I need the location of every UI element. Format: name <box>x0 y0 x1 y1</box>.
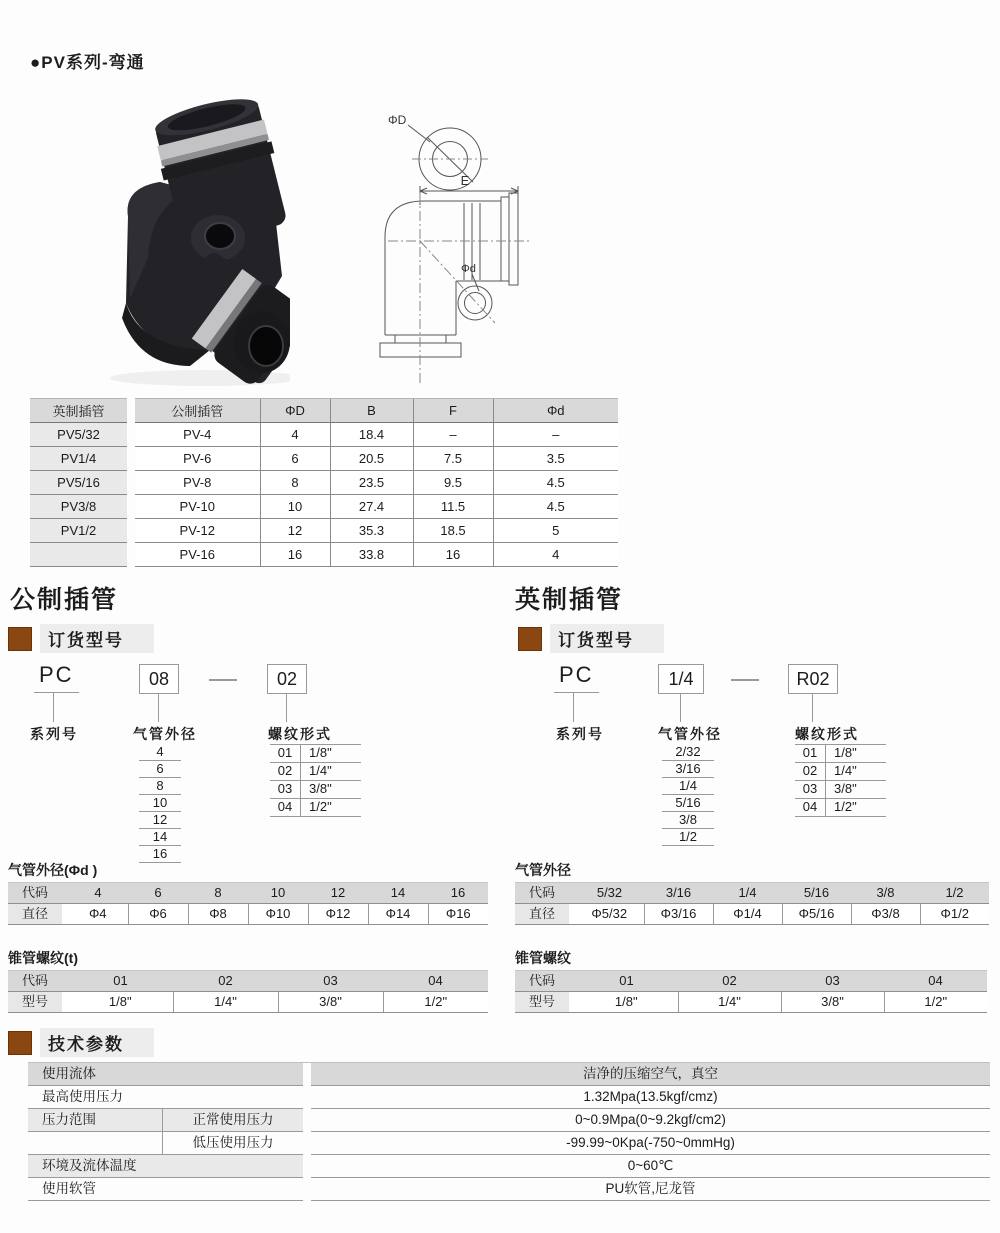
cell: 02 <box>795 763 826 780</box>
cell: 低压使用压力 <box>162 1132 303 1154</box>
cell: 1/2" <box>309 799 332 814</box>
table-row <box>28 1132 990 1155</box>
table-row <box>28 1109 990 1132</box>
cell: 使用软管 <box>42 1181 96 1196</box>
list-item: 1/2 <box>662 829 714 846</box>
cell-gap <box>303 1155 311 1178</box>
cell: 1/8" <box>575 992 678 1013</box>
table-row <box>270 745 361 763</box>
cell: -99.99~0Kpa(-750~0mmHg) <box>566 1135 735 1150</box>
imperial-od-options-list <box>662 744 714 846</box>
cell: 1/4 <box>713 883 782 904</box>
table-row <box>30 519 127 543</box>
tube-od-label: 气管外径 <box>658 726 722 742</box>
cell: 代码 <box>8 883 62 904</box>
cell: Φ4 <box>68 904 128 925</box>
cell: Φ8 <box>188 904 248 925</box>
cell: 5 <box>493 519 618 543</box>
spec-table-imperial-column <box>30 398 127 567</box>
cell: 04 <box>884 971 987 992</box>
tech-params-label: 技术参数 <box>40 1028 154 1057</box>
metric-thread-code-box: 02 <box>267 664 307 694</box>
cell: 8 <box>188 883 248 904</box>
cell: 0~0.9Mpa(0~9.2kgf/cm2) <box>575 1112 726 1127</box>
table-row <box>135 519 618 543</box>
cell: 33.8 <box>330 543 413 567</box>
imperial-od-table-title: 气管外径 <box>515 862 571 878</box>
cell: 1/4" <box>173 992 278 1013</box>
cell: 1/8" <box>68 992 173 1013</box>
list-item: 5/16 <box>662 795 714 812</box>
cell: PV1/2 <box>30 519 127 543</box>
table-row <box>8 992 488 1013</box>
imperial-section-heading: 英制插管 <box>515 586 624 614</box>
series-number-label: 系列号 <box>30 726 78 742</box>
table-row <box>28 1086 990 1109</box>
cell: Φ12 <box>308 904 368 925</box>
metric-od-options-list <box>139 744 181 863</box>
table-row <box>30 543 127 567</box>
cell-gap <box>303 1132 311 1155</box>
dim-label-phid: Φd <box>461 263 476 275</box>
page-title: ●PV系列-弯通 <box>30 53 145 72</box>
brown-square-icon <box>518 627 542 651</box>
cell: 3/8" <box>309 781 332 796</box>
list-item: 8 <box>139 778 181 795</box>
cell: 英制插管 <box>30 399 127 423</box>
table-row <box>515 883 989 904</box>
imperial-series-code: PC <box>554 662 599 693</box>
cell: 16 <box>428 883 488 904</box>
table-row <box>30 423 127 447</box>
cell: 02 <box>678 971 781 992</box>
tech-params-bar <box>8 1028 154 1057</box>
table-row <box>135 447 618 471</box>
table-row <box>8 883 488 904</box>
thread-form-label: 螺纹形式 <box>268 726 332 742</box>
table-row <box>135 543 618 567</box>
cell: 5/16 <box>782 883 851 904</box>
table-row <box>28 1155 990 1178</box>
list-item: 16 <box>139 846 181 863</box>
cell: 04 <box>795 799 826 816</box>
table-row <box>515 992 987 1013</box>
dim-label-E: E <box>460 173 470 188</box>
table-row <box>30 471 127 495</box>
product-photo <box>70 98 290 390</box>
table-row <box>30 495 127 519</box>
cell: 1/4" <box>309 763 332 778</box>
cell: Φ1/4 <box>713 904 782 925</box>
list-item: 3/8 <box>662 812 714 829</box>
cell: 型号 <box>515 992 569 1013</box>
cell: 7.5 <box>413 447 493 471</box>
cell: 直径 <box>515 904 569 925</box>
cell: PV1/4 <box>30 447 127 471</box>
metric-thread-code-table <box>8 970 488 1013</box>
table-row <box>270 799 361 817</box>
cell: PV5/16 <box>30 471 127 495</box>
list-item: 10 <box>139 795 181 812</box>
cell: 正常使用压力 <box>162 1109 303 1131</box>
table-row <box>28 1178 990 1201</box>
imperial-thread-code-box: R02 <box>788 664 838 694</box>
table-row <box>8 904 488 925</box>
cell: 环境及流体温度 <box>28 1155 303 1177</box>
imperial-thread-table-title: 锥管螺纹 <box>515 950 571 966</box>
cell: 01 <box>575 971 678 992</box>
cell: 型号 <box>8 992 62 1013</box>
cell: 1/2" <box>383 992 488 1013</box>
cell: – <box>413 423 493 447</box>
cell: 直径 <box>8 904 62 925</box>
cell: 4.5 <box>493 495 618 519</box>
connector-line <box>158 693 159 722</box>
cell: 04 <box>383 971 488 992</box>
cell: Φ3/8 <box>851 904 920 925</box>
cell: 03 <box>270 781 301 798</box>
cell: 6 <box>260 447 330 471</box>
cell: Φ5/32 <box>575 904 644 925</box>
brown-square-icon <box>8 1031 32 1055</box>
brown-square-icon <box>8 627 32 651</box>
table-row <box>135 471 618 495</box>
series-number-label: 系列号 <box>556 726 604 742</box>
thread-form-label: 螺纹形式 <box>795 726 859 742</box>
metric-section-heading: 公制插管 <box>10 586 119 614</box>
cell: 9.5 <box>413 471 493 495</box>
cell: Φ10 <box>248 904 308 925</box>
cell: 0~60℃ <box>627 1158 674 1173</box>
table-row <box>135 423 618 447</box>
bottom-tube-opening <box>234 311 290 373</box>
cell: 1/4" <box>678 992 781 1013</box>
cell: 1/4" <box>834 763 857 778</box>
cell: 02 <box>270 763 301 780</box>
cell: 14 <box>368 883 428 904</box>
list-item: 4 <box>139 744 181 761</box>
cell: PV-8 <box>135 471 260 495</box>
cell: 04 <box>270 799 301 816</box>
cell: 3/8" <box>781 992 884 1013</box>
cell: 3/8 <box>851 883 920 904</box>
cell: 20.5 <box>330 447 413 471</box>
table-row <box>795 745 886 763</box>
dim-label-phiD: ΦD <box>388 113 407 127</box>
cell: 27.4 <box>330 495 413 519</box>
cell: 01 <box>68 971 173 992</box>
cell: 3/8" <box>834 781 857 796</box>
imperial-od-code-table <box>515 882 989 925</box>
metric-thread-table-title: 锥管螺纹(t) <box>8 950 78 966</box>
cell: 6 <box>128 883 188 904</box>
cell: 1/2 <box>920 883 989 904</box>
cell: 02 <box>173 971 278 992</box>
list-item: 1/4 <box>662 778 714 795</box>
imperial-size-code-box: 1/4 <box>658 664 704 694</box>
cell-gap <box>303 1086 311 1109</box>
table-row <box>135 495 618 519</box>
metric-size-code-box: 08 <box>139 664 179 694</box>
cell: 16 <box>260 543 330 567</box>
cell: Φd <box>493 399 618 423</box>
imperial-thread-code-table <box>515 970 987 1013</box>
table-row <box>270 763 361 781</box>
metric-thread-options-table <box>270 744 361 817</box>
cell: F <box>413 399 493 423</box>
cell: 1.32Mpa(13.5kgf/cmz) <box>583 1089 718 1104</box>
cell: 洁净的压缩空气，真空 <box>311 1063 990 1085</box>
cell: Φ3/16 <box>644 904 713 925</box>
cell: PV-12 <box>135 519 260 543</box>
table-row <box>795 781 886 799</box>
cell: 12 <box>308 883 368 904</box>
cell: 8 <box>260 471 330 495</box>
code-dash <box>209 679 237 681</box>
cell: PV-4 <box>135 423 260 447</box>
list-item: 3/16 <box>662 761 714 778</box>
cell: PU软管,尼龙管 <box>605 1181 696 1196</box>
connector-line <box>812 693 813 722</box>
cell <box>30 543 127 567</box>
cell: 4 <box>68 883 128 904</box>
table-row <box>30 447 127 471</box>
cell: ΦD <box>260 399 330 423</box>
cell: Φ6 <box>128 904 188 925</box>
cell: 压力范围 <box>28 1109 162 1131</box>
cell: 公制插管 <box>135 399 260 423</box>
table-row <box>515 971 987 992</box>
table-row <box>8 971 488 992</box>
connector-line <box>573 692 574 722</box>
cell: 4 <box>260 423 330 447</box>
cell: 11.5 <box>413 495 493 519</box>
cell: 3/16 <box>644 883 713 904</box>
drawing-lines <box>380 125 532 383</box>
tech-params-table <box>28 1062 990 1201</box>
cell: 4.5 <box>493 471 618 495</box>
cell: 4 <box>493 543 618 567</box>
cell: 1/8" <box>309 745 332 760</box>
cell: 03 <box>795 781 826 798</box>
order-code-label: 订货型号 <box>550 624 664 653</box>
list-item: 12 <box>139 812 181 829</box>
table-row <box>30 399 127 423</box>
metric-od-table-title: 气管外径(Φd ) <box>8 862 98 878</box>
cell: 3/8" <box>278 992 383 1013</box>
cell: PV5/32 <box>30 423 127 447</box>
imperial-thread-options-table <box>795 744 886 817</box>
connector-line <box>53 692 54 722</box>
list-item: 14 <box>139 829 181 846</box>
cell: B <box>330 399 413 423</box>
technical-drawing <box>368 95 640 393</box>
tube-od-label: 气管外径 <box>133 726 197 742</box>
cell: 最高使用压力 <box>42 1089 123 1104</box>
table-row <box>135 399 618 423</box>
cell: PV-6 <box>135 447 260 471</box>
cell: Φ1/2 <box>920 904 989 925</box>
metric-order-code-bar <box>8 624 154 653</box>
cell: 18.4 <box>330 423 413 447</box>
cell: Φ16 <box>428 904 488 925</box>
connector-line <box>680 693 681 722</box>
cell: 1/2" <box>884 992 987 1013</box>
cell: Φ14 <box>368 904 428 925</box>
cell-gap <box>303 1178 311 1201</box>
cell: 10 <box>248 883 308 904</box>
cell: 1/8" <box>834 745 857 760</box>
imperial-order-code-bar <box>518 624 664 653</box>
cell: 01 <box>270 745 301 762</box>
list-item: 2/32 <box>662 744 714 761</box>
cell-gap <box>303 1063 311 1086</box>
cell: – <box>493 423 618 447</box>
spec-table-main <box>135 398 618 567</box>
list-item: 6 <box>139 761 181 778</box>
code-dash <box>731 679 759 681</box>
cell: 12 <box>260 519 330 543</box>
cell: 10 <box>260 495 330 519</box>
cell: 代码 <box>515 971 569 992</box>
cell: 35.3 <box>330 519 413 543</box>
cell: 18.5 <box>413 519 493 543</box>
table-row <box>270 781 361 799</box>
cell: PV-10 <box>135 495 260 519</box>
order-code-label: 订货型号 <box>40 624 154 653</box>
cell-gap <box>303 1109 311 1132</box>
cell: 5/32 <box>575 883 644 904</box>
table-row <box>795 799 886 817</box>
cell: 23.5 <box>330 471 413 495</box>
table-row <box>515 904 989 925</box>
cell <box>28 1132 162 1154</box>
cell: 03 <box>278 971 383 992</box>
cell: 16 <box>413 543 493 567</box>
table-row <box>795 763 886 781</box>
cell: 3.5 <box>493 447 618 471</box>
table-row <box>28 1063 990 1086</box>
metric-od-code-table <box>8 882 488 925</box>
cell: 代码 <box>8 971 62 992</box>
cell: 01 <box>795 745 826 762</box>
cell: 03 <box>781 971 884 992</box>
cell: 代码 <box>515 883 569 904</box>
cell: Φ5/16 <box>782 904 851 925</box>
cell: PV-16 <box>135 543 260 567</box>
metric-series-code: PC <box>34 662 79 693</box>
cell: 1/2" <box>834 799 857 814</box>
cell: PV3/8 <box>30 495 127 519</box>
connector-line <box>286 693 287 722</box>
cell: 使用流体 <box>28 1063 303 1085</box>
